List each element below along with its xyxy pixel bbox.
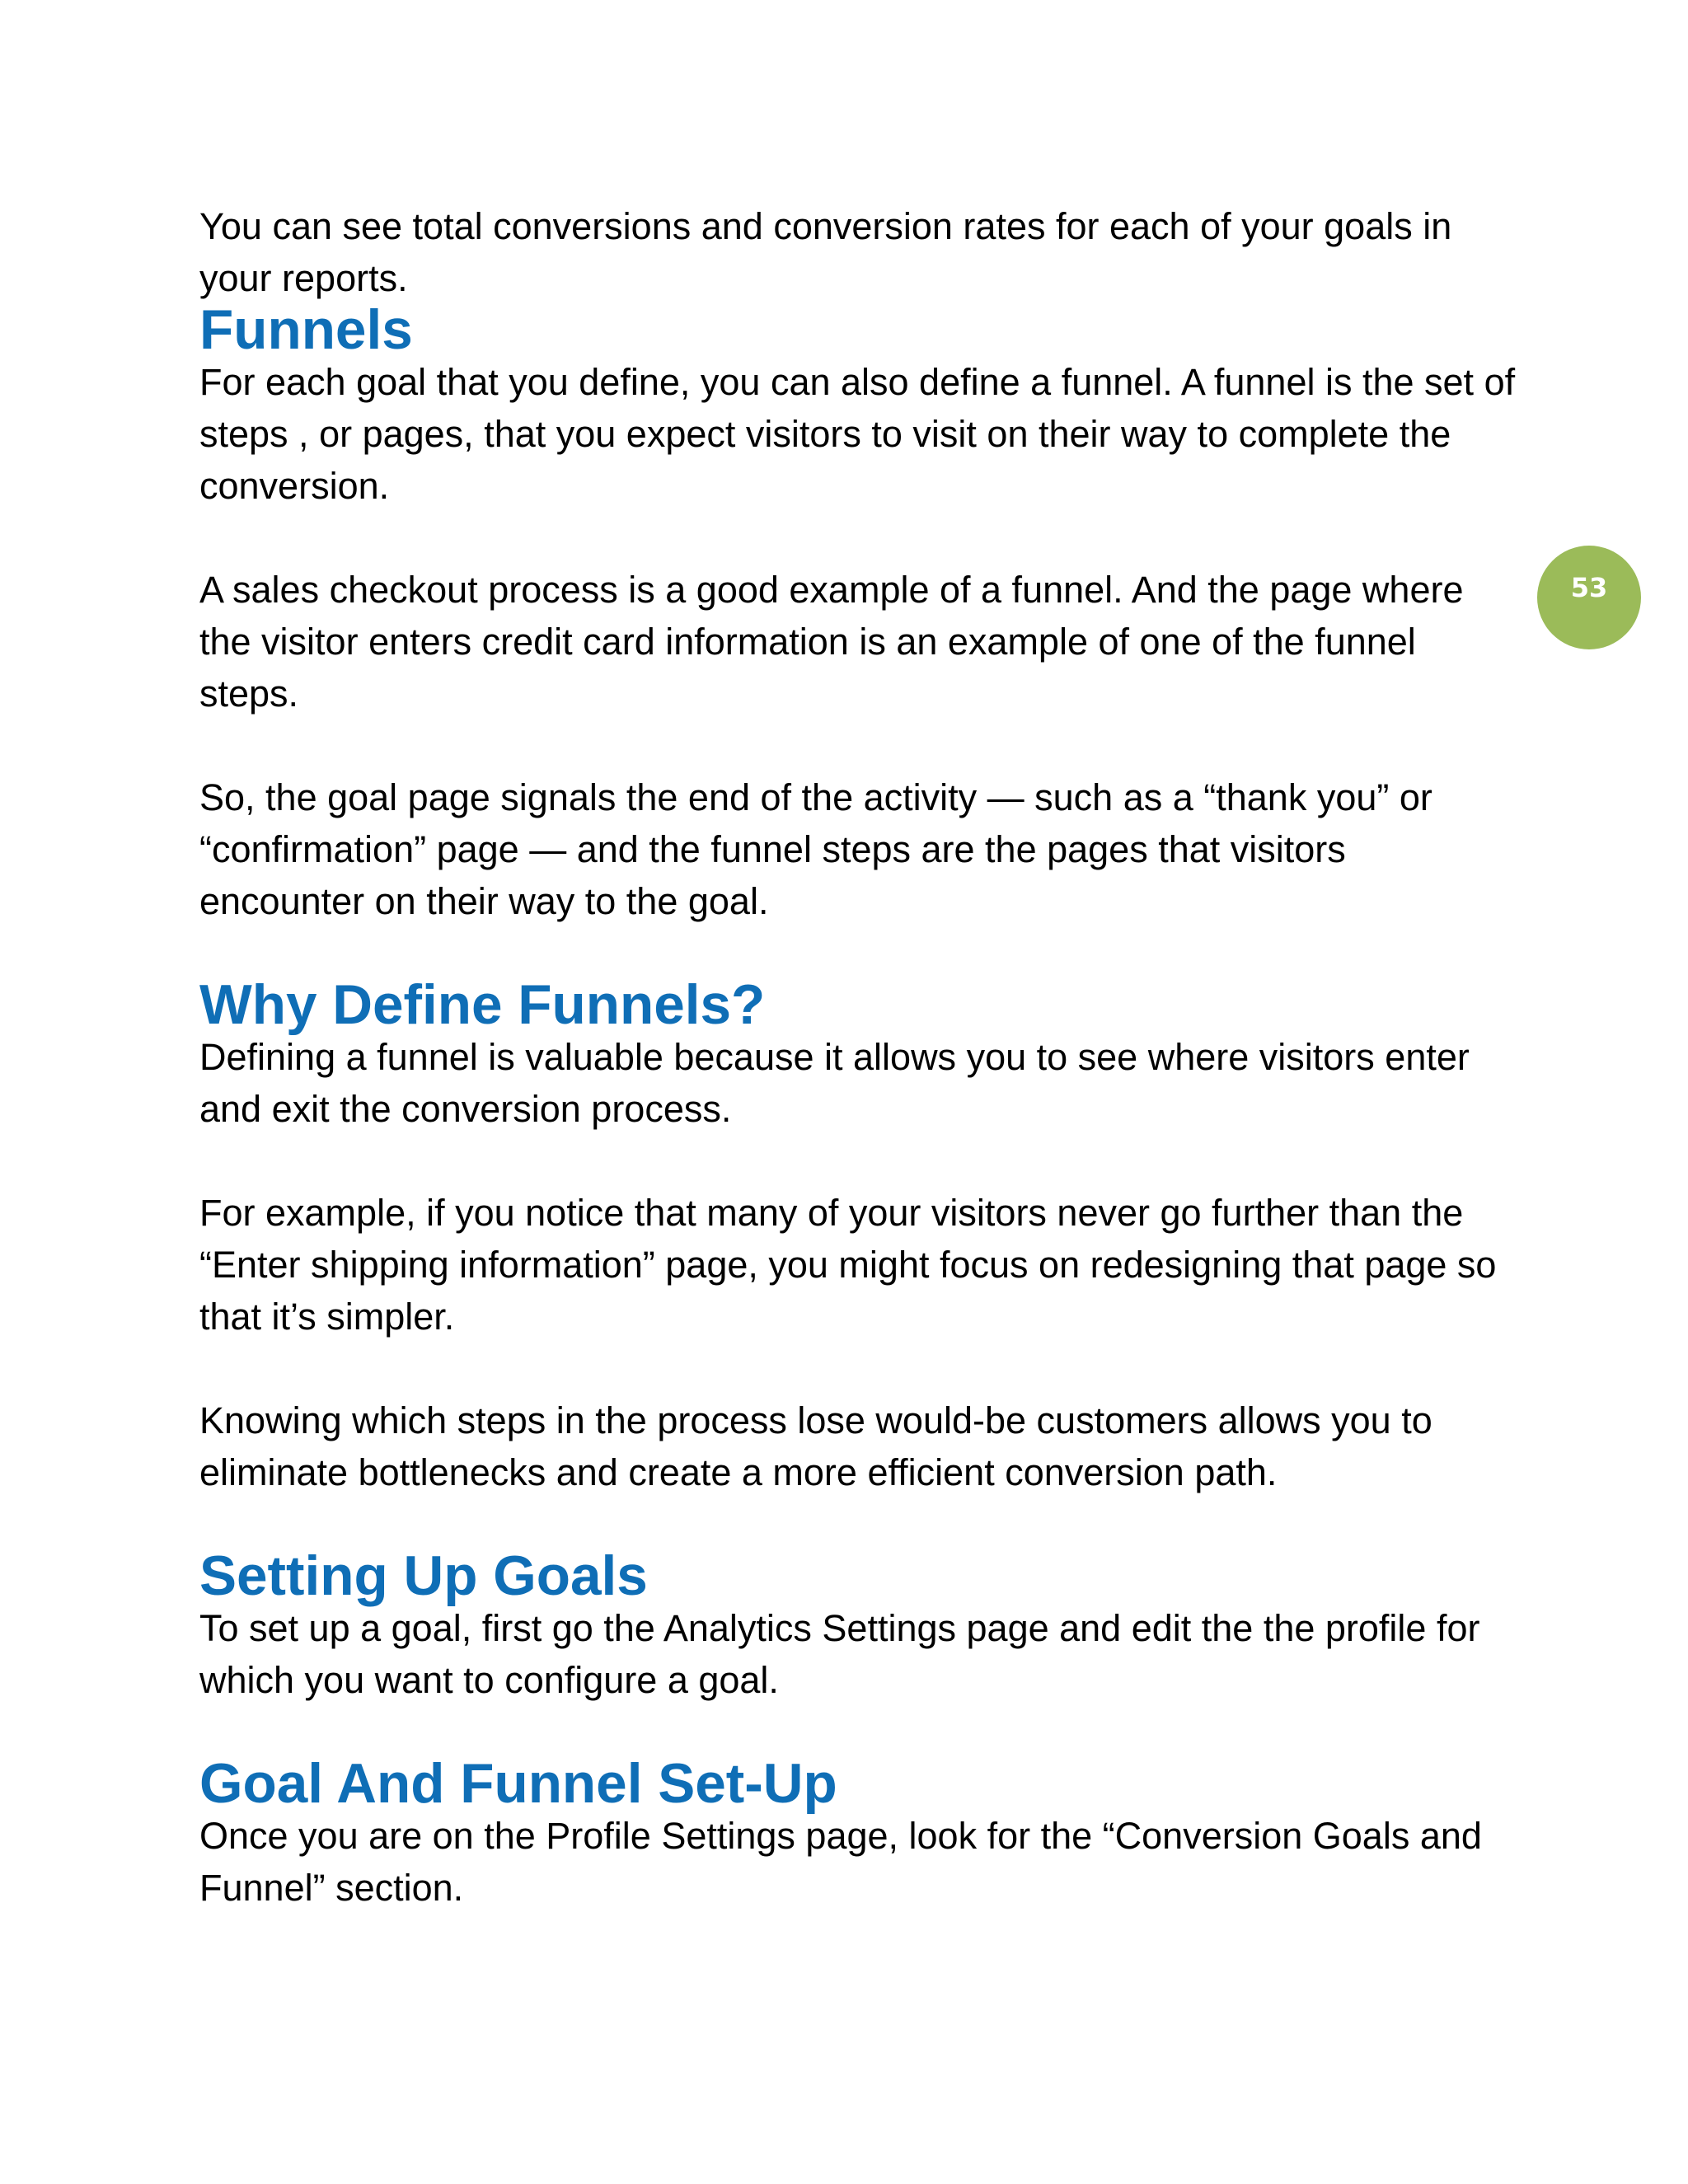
paragraph-goal-page: So, the goal page signals the end of the activity — such as a “thank you” or “confirmation” page — and the funnel steps are the pages that visitors encounter on their way to the goal. bbox=[199, 776, 1432, 922]
heading-why-define-funnels: Why Define Funnels? bbox=[199, 974, 766, 1036]
paragraph-funnel-definition: For each goal that you define, you can also define a funnel. A funnel is the set of steps , or pages, that you expect visitors to visit on their way to complete the conversion. bbox=[199, 361, 1516, 507]
spacer bbox=[199, 1135, 1518, 1187]
page-number: 53 bbox=[1570, 572, 1608, 603]
spacer bbox=[199, 1498, 1518, 1550]
spacer bbox=[199, 1343, 1518, 1394]
heading-funnels: Funnels bbox=[199, 299, 413, 361]
paragraph-bottlenecks: Knowing which steps in the process lose would-be customers allows you to eliminate bottlenecks and create a more efficient conversion path. bbox=[199, 1399, 1432, 1493]
heading-goal-funnel-setup: Goal And Funnel Set-Up bbox=[199, 1753, 837, 1815]
paragraph-conversions: You can see total conversions and conversion rates for each of your goals in your reports. bbox=[199, 205, 1452, 299]
heading-setting-up-goals: Setting Up Goals bbox=[199, 1545, 648, 1607]
page-content bbox=[199, 200, 1518, 1914]
paragraph-setup-instructions: To set up a goal, first go the Analytics Settings page and edit the the profile for which you want to configure a goal. bbox=[199, 1607, 1480, 1701]
page-number-badge bbox=[1537, 546, 1641, 649]
spacer bbox=[199, 512, 1518, 564]
spacer bbox=[199, 719, 1518, 771]
paragraph-profile-settings: Once you are on the Profile Settings page, look for the “Conversion Goals and Funnel” section. bbox=[199, 1815, 1482, 1909]
paragraph-funnel-value: Defining a funnel is valuable because it allows you to see where visitors enter and exit the conversion process. bbox=[199, 1036, 1470, 1130]
paragraph-checkout-example: A sales checkout process is a good example of a funnel. And the page where the visitor enters credit card information is an example of one of the funnel steps. bbox=[199, 569, 1464, 715]
paragraph-shipping-example: For example, if you notice that many of your visitors never go further than the “Enter shipping information” page, you might focus on redesigning that page so that it’s simpler. bbox=[199, 1192, 1497, 1338]
spacer bbox=[199, 1706, 1518, 1758]
spacer bbox=[199, 927, 1518, 979]
